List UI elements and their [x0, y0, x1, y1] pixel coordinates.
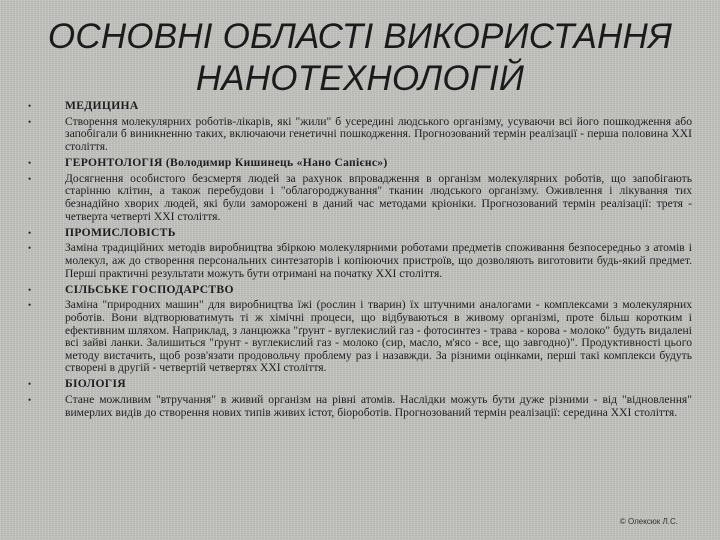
bullet-icon: •	[28, 173, 32, 184]
bullet-icon: •	[28, 157, 32, 168]
bullet-icon: •	[28, 395, 32, 406]
list-item-biology-body	[28, 394, 692, 419]
bullet-icon: •	[28, 227, 32, 238]
list-item-medicine-heading	[28, 100, 692, 113]
page-title	[0, 16, 720, 100]
section-heading: БІОЛОГІЯ	[65, 377, 126, 391]
bullet-icon: •	[28, 300, 32, 311]
section-body: Стане можливим "втручання" в живий організм на рівні атомів. Наслідки можуть бути дуже різними - від "відновлення" вимерлих видів до створення нових типів живих істот, біороботів. Прогнозований термін реалізації: середина XXI століття.	[65, 393, 692, 419]
copyright-note: © Олексюк Л.С.	[619, 517, 678, 526]
list-item-industry-heading	[28, 227, 692, 240]
bullet-icon: •	[28, 284, 32, 295]
list-item-gerontology-heading	[28, 157, 692, 170]
section-heading: СІЛЬСЬКЕ ГОСПОДАРСТВО	[65, 282, 234, 296]
section-body: Заміна традиційних методів виробництва збіркою молекулярними роботами предметів споживання безпосередньо з атомів і молекул, аж до створення персональних синтезаторів і копіюючих пристроїв, що дозволяють виготовити будь-який предмет. Перші практичні результати можуть бути отримані на початку XXI століття.	[65, 241, 692, 280]
bullet-icon: •	[28, 101, 32, 111]
section-body: Створення молекулярних роботів-лікарів, які "жили" б усередині людського організму, усуваючи всі його пошкодження або запобігали б виникненню таких, включаючи генетичні пошкодження. Прогнозований термін реалізації - перша половина XXI століття.	[65, 114, 692, 154]
bullet-icon: •	[28, 243, 32, 254]
bullet-icon: •	[28, 379, 32, 390]
list-item-agriculture-heading	[28, 284, 692, 297]
list-item-agriculture-body	[28, 299, 692, 375]
list-item-gerontology-body	[28, 173, 692, 223]
bullet-icon: •	[28, 116, 32, 127]
section-heading: МЕДИЦИНА	[65, 99, 139, 112]
bullet-list	[28, 100, 692, 423]
title-line-2: НАНОТЕХНОЛОГІЙ	[195, 59, 525, 98]
section-heading: ПРОМИСЛОВІСТЬ	[65, 225, 176, 239]
list-item-medicine-body	[28, 116, 692, 154]
section-heading: ГЕРОНТОЛОГІЯ (Володимир Кишинець «Нано Сапієнс»)	[65, 155, 388, 169]
list-item-biology-heading	[28, 378, 692, 391]
section-body: Досягнення особистого безсмертя людей за рахунок впровадження в організм молекулярних роботів, що запобігають старінню клітин, а також перебудови і "облагороджування" тканин людського організму. Оживлення і лікування тих безнадійно хворих людей, які були заморожені в даний час методами кріоніки. Прогнозований термін реалізації: третя - четверта четверті XXI століття.	[65, 171, 692, 223]
section-body: Заміна "природних машин" для виробництва їжі (рослин і тварин) їх штучними аналогами - комплексами з молекулярних роботів. Вони відтворюватимуть ті ж хімічні процеси, що відбуваються в живому організмі, проте більш коротким і ефективним шляхом. Наприклад, з ланцюжка "ґрунт - вуглекислий газ - фотосинтез - трава - корова - молоко" будуть видалені всі зайві ланки. Залишиться "ґрунт - вуглекислий газ - молоко (сир, масло, м'ясо - все, що завгодно)". Продуктивності цього методу вистачить, щоб розв'язати продовольчу проблему раз і назавжди. За різними оцінками, перші такі комплекси будуть створені в другій - четвертій четвертях XXI століття.	[65, 298, 692, 375]
list-item-industry-body	[28, 242, 692, 280]
title-line-1: ОСНОВНІ ОБЛАСТІ ВИКОРИСТАННЯ	[47, 17, 673, 56]
